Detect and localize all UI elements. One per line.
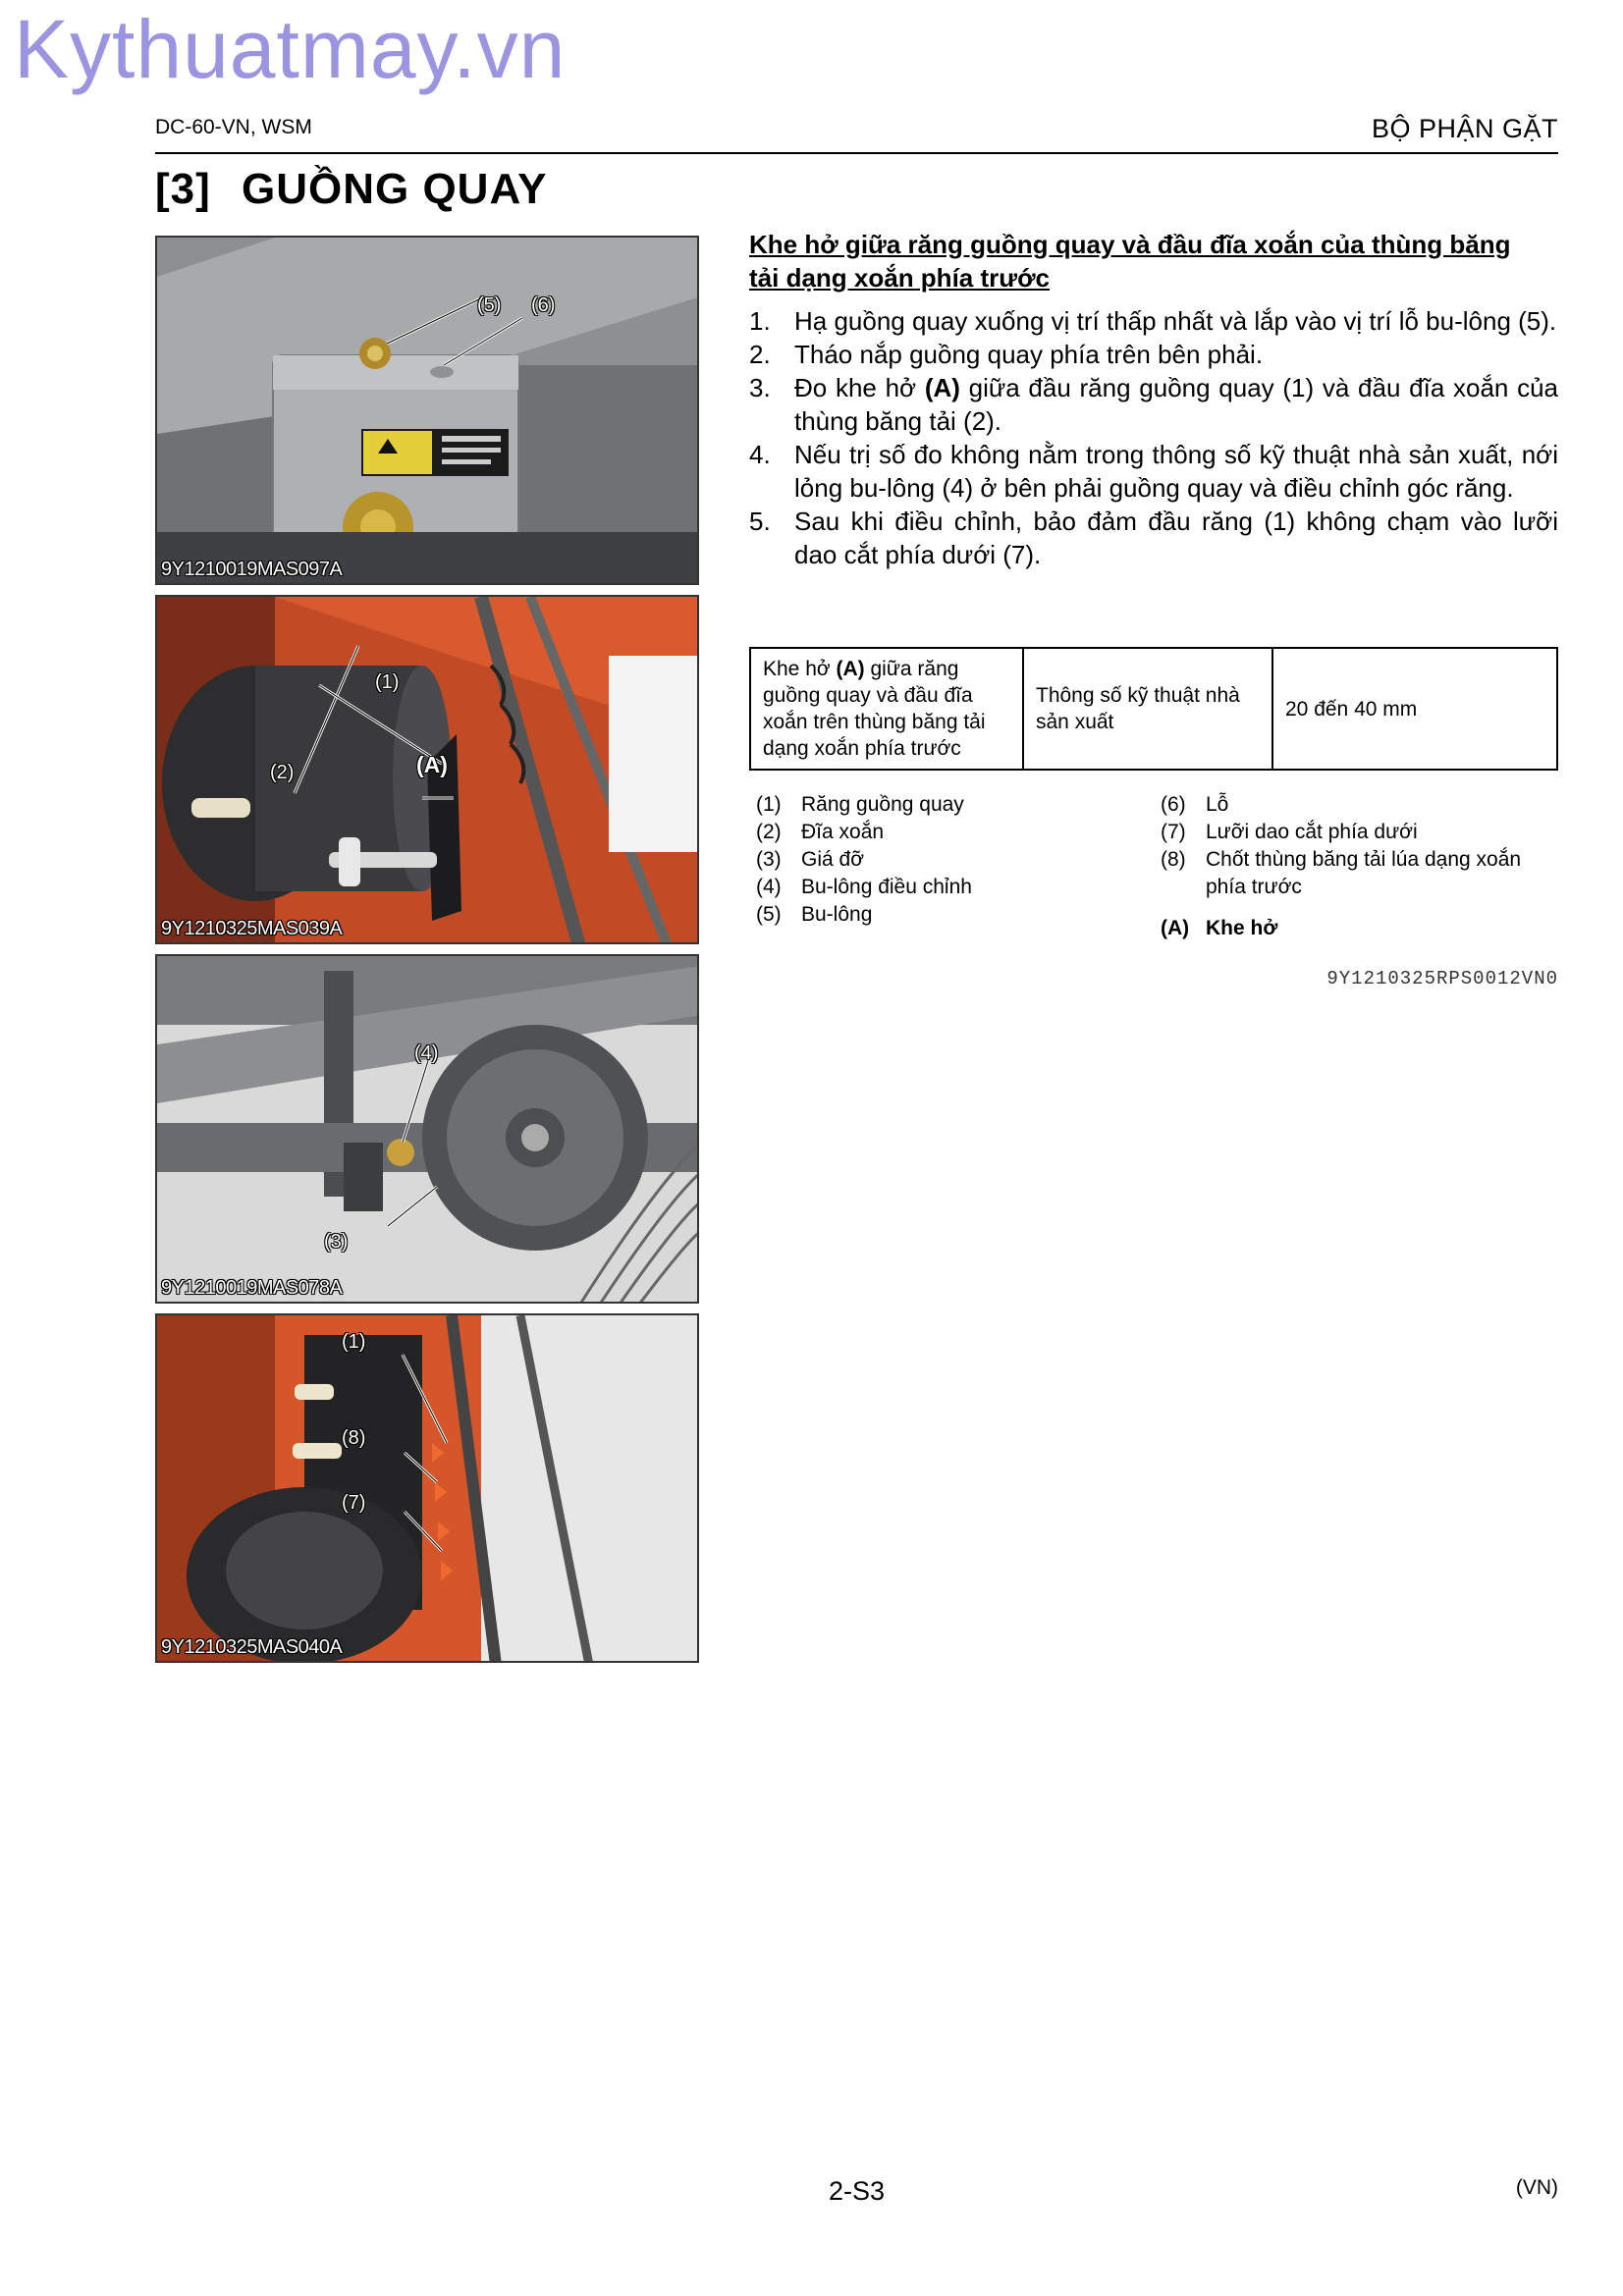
watermark-text: Kythuatmay.vn [14, 3, 567, 95]
spec-value [1273, 649, 1556, 769]
legend-text: Chốt thùng băng tải lúa dạng xoắn phía trước [1206, 848, 1522, 898]
legend-number: (6) [1161, 793, 1186, 816]
legend-item [756, 819, 1129, 846]
page-title [155, 165, 548, 214]
legend-item [756, 791, 1129, 819]
step-5 [749, 505, 1558, 571]
legend-item [1161, 791, 1558, 819]
legend-text: Đĩa xoắn [801, 821, 885, 843]
spec-item-text-a: Khe hở [763, 658, 837, 680]
spec-item [751, 649, 1024, 769]
photo-reel-cover [155, 236, 699, 585]
legend-text: Răng guồng quay [801, 793, 964, 816]
legend-left [756, 791, 1129, 929]
section-number: [3] [155, 165, 211, 213]
step-text-a: Đo khe hở [794, 373, 925, 402]
callout-2: (2) [270, 762, 295, 783]
legend-text: Khe hở [1206, 917, 1278, 939]
legend-number: (2) [756, 821, 782, 843]
spec-value-text: 20 đến 40 mm [1285, 697, 1418, 721]
legend-item [1161, 846, 1558, 901]
step-3 [749, 371, 1558, 438]
legend-number: (4) [756, 876, 782, 898]
legend-number: (3) [756, 848, 782, 871]
step-number: 5. [749, 507, 771, 536]
step-text: Sau khi điều chỉnh, bảo đảm đầu răng (1) không chạm vào lưỡi dao cắt phía dưới (7). [794, 507, 1558, 569]
step-2 [749, 338, 1558, 371]
legend-number: (5) [756, 903, 782, 926]
header-divider [155, 152, 1558, 154]
step-text: Tháo nắp guồng quay phía trên bên phải. [794, 340, 1264, 369]
spec-condition [1024, 649, 1273, 769]
legend-number: (8) [1161, 848, 1186, 871]
step-number: 2. [749, 340, 771, 369]
photo-reel-tine-gap [155, 595, 699, 944]
legend-text: Bu-lông điều chỉnh [801, 876, 972, 898]
photo-reel-pulley [155, 954, 699, 1304]
callout-a: (A) [416, 752, 448, 777]
callout-4: (4) [414, 1042, 439, 1064]
document-id: DC-60-VN, WSM [155, 116, 312, 138]
reference-code: 9Y1210325RPS0012VN0 [1326, 968, 1558, 989]
legend-text: Lỗ [1206, 793, 1229, 816]
procedure-title [749, 228, 1558, 294]
callout-8: (8) [342, 1427, 366, 1449]
legend-number: (7) [1161, 821, 1186, 843]
spec-item-text-b: giữa răng guồng quay và đầu đĩa xoắn trên thùng băng tải dạng xoắn phía trước [763, 658, 986, 760]
procedure-steps [749, 304, 1558, 571]
spec-item-bold: (A) [836, 658, 865, 680]
legend-item [756, 901, 1129, 929]
photo-reel-cutter [155, 1313, 699, 1663]
spec-table [749, 647, 1558, 771]
legend-item [756, 846, 1129, 874]
legend-item-gap [1161, 915, 1558, 942]
step-text: Nếu trị số đo không nằm trong thông số kỹ thuật nhà sản xuất, nới lỏng bu-lông (4) ở bên phải guồng quay và điều chỉnh góc răng. [794, 440, 1558, 503]
legend-text: Lưỡi dao cắt phía dưới [1206, 821, 1418, 843]
procedure-title-line1: Khe hở giữa răng guồng quay và đầu đĩa xoắn của thùng băng [749, 230, 1511, 259]
legend-right [1161, 791, 1558, 942]
section-name: BỘ PHẬN GẶT [1371, 114, 1558, 143]
legend-text: Giá đỡ [801, 848, 864, 871]
legend-number: (1) [756, 793, 782, 816]
step-1 [749, 304, 1558, 338]
step-number: 4. [749, 440, 771, 469]
section-title-text: GUỒNG QUAY [242, 165, 548, 213]
photo-id: 9Y1210019MAS097A [161, 559, 343, 580]
callout-1: (1) [375, 671, 400, 693]
callout-5: (5) [477, 294, 502, 316]
step-text-b: giữa đầu răng guồng quay (1) và đầu đĩa xoắn của thùng băng tải (2). [794, 373, 1559, 436]
legend-item [756, 874, 1129, 901]
step-4 [749, 438, 1558, 505]
language-tag: (VN) [1515, 2176, 1558, 2199]
legend-item [1161, 819, 1558, 846]
procedure-title-line2: tải dạng xoắn phía trước [749, 263, 1051, 293]
photo-id: 9Y1210325MAS039A [161, 918, 343, 939]
legend-text: Bu-lông [801, 903, 873, 926]
photo-id: 9Y1210019MAS078A [161, 1277, 343, 1299]
page-number: 2-S3 [829, 2176, 886, 2206]
callout-7: (7) [342, 1492, 366, 1514]
step-text: Hạ guồng quay xuống vị trí thấp nhất và lắp vào vị trí lỗ bu-lông (5). [794, 306, 1557, 336]
callout-3: (3) [324, 1231, 349, 1253]
callout-1: (1) [342, 1331, 366, 1353]
photo-id: 9Y1210325MAS040A [161, 1636, 343, 1658]
step-text-bold: (A) [924, 373, 960, 402]
callout-6: (6) [531, 294, 556, 316]
spec-condition-text: Thông số kỹ thuật nhà sản xuất [1036, 684, 1240, 733]
legend-number: (A) [1161, 917, 1190, 939]
step-number: 3. [749, 373, 771, 402]
step-number: 1. [749, 306, 771, 336]
